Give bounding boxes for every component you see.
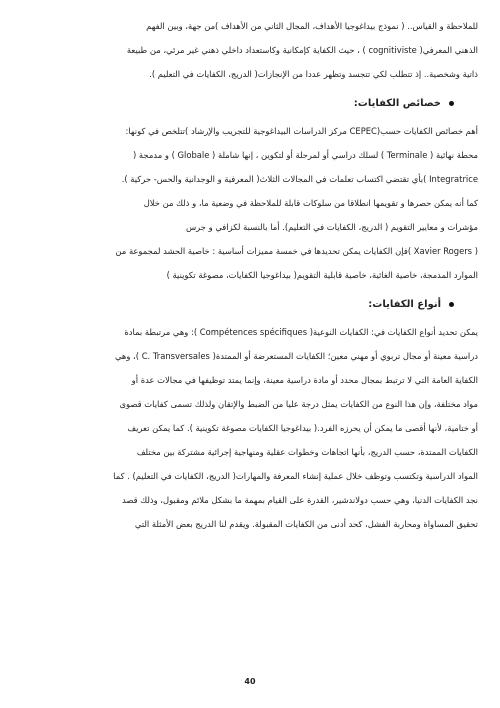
section-heading-text: خصائص الكفايات: — [353, 98, 441, 109]
intro-paragraph — [22, 14, 478, 86]
section-heading-types — [22, 299, 454, 310]
text-line: الكفايات الممتدة، حسب الدريج، بأنها اتجاهات وخطوات عقلية ومنهاجية إجرائية مشتركة بين مختلف — [136, 447, 478, 457]
text-line: الكفاية العامة التي لا ترتبط بمجال محدد أو مادة دراسية معينة، وإنما يمتد توظيفها في مجالات عدة أو — [131, 375, 478, 385]
text-line: تحقيق المساواة ومحاربة الفشل، كحد أدنى من الكفايات المقبولة. ويقدم لنا الدريج بعض الأمثلة التي — [134, 519, 478, 529]
text-line: ( Xavier Rogers )فإن الكفايات يمكن تحديدها في خمسة مميزات أساسية : خاصية الحشد لمجموعة من — [115, 246, 478, 256]
text-line: مواد مختلفة، وإن هذا النوع من الكفايات يمثل درجة عليا من الضبط والإتقان ولذلك تسمى كفايات قصوى — [119, 399, 478, 409]
text-line: محطة نهائية ( Terminale ) لسلك دراسي أو لمرحلة أو لتكوين ، إنها شاملة ( Globale ) و مدمجة ( — [133, 150, 478, 160]
page-number: 40 — [244, 677, 256, 686]
text-line: أهم خصائص الكفايات حسب(CEPEC مركز الدراسات البيداغوجية للتجريب والإرشاد )تتلخص في كونها: — [125, 126, 478, 136]
document-page — [22, 14, 478, 690]
bullet-icon — [449, 101, 454, 106]
text-line: الذهني المعرفي( cognitiviste ) ، حيث الكفاية كإمكانية وكاستعداد داخلي ذهني غير مرئي، من طبيعة — [126, 45, 478, 55]
text-line: المواد الدراسية وتكتسب وتوظف خلال عملية إنشاء المعرفة والمهارات( الدريج، الكفايات في التعليم) . كما — [113, 471, 478, 481]
text-line: الموارد المدمجة، خاصية الغائية، خاصية قابلية التقويم( بيداغوجيا الكفايات، مصوغة تكوينية ) — [166, 270, 478, 280]
text-line: مؤشرات و معايير التقويم ( الدريج، الكفايات في التعليم). أما بالنسبة لكزافي و جرس — [185, 222, 478, 232]
section-heading-characteristics — [22, 98, 454, 109]
types-paragraph — [22, 320, 478, 536]
bullet-icon — [449, 302, 454, 307]
text-line: أو ختامية، لأنها أقصى ما يمكن أن يحرزه الفرد.( بيداغوجيا الكفايات مصوغة تكوينية ). كما يمكن تعريف — [127, 423, 478, 433]
text-line: يمكن تحديد أنواع الكفايات في: الكفايات النوعية( Compétences spécifiques ): وهي مرتبطة بمادة — [124, 327, 478, 337]
text-line: دراسية معينة أو مجال تربوي أو مهني معين؛ الكفايات المستعرضة أو الممتدة( C. Transversales )، وهي — [114, 351, 478, 361]
text-line: للملاحظة و القياس.. ( نموذج بيداغوجيا الأهداف، المجال الثاني من الأهداف )من جهة، وبين الفهم — [146, 21, 478, 31]
text-line: نجد الكفايات الدنيا، وهي حسب دولاندشير، القدرة على القيام بمهمة ما بشكل ملائم ومقبول، وذلك قصد — [121, 495, 478, 505]
characteristics-paragraph — [22, 119, 478, 287]
text-line: كما أنه يمكن حصرها و تقويمها انطلاقا من سلوكات قابلة للملاحظة في وضعية ما، و ذلك من خلال — [143, 198, 478, 208]
text-line: ذاتية وشخصية.. إذ تتطلب لكي تتجسد وتظهر عددا من الإنجازات( الدريج، الكفايات في التعليم ). — [149, 69, 478, 79]
text-line: Integratrice )بأي تقتضي اكتساب تعلمات في المجالات الثلاث( المعرفية و الوجدانية والحس- حركية ). — [121, 174, 478, 184]
section-heading-text: أنواع الكفايات: — [368, 299, 441, 310]
